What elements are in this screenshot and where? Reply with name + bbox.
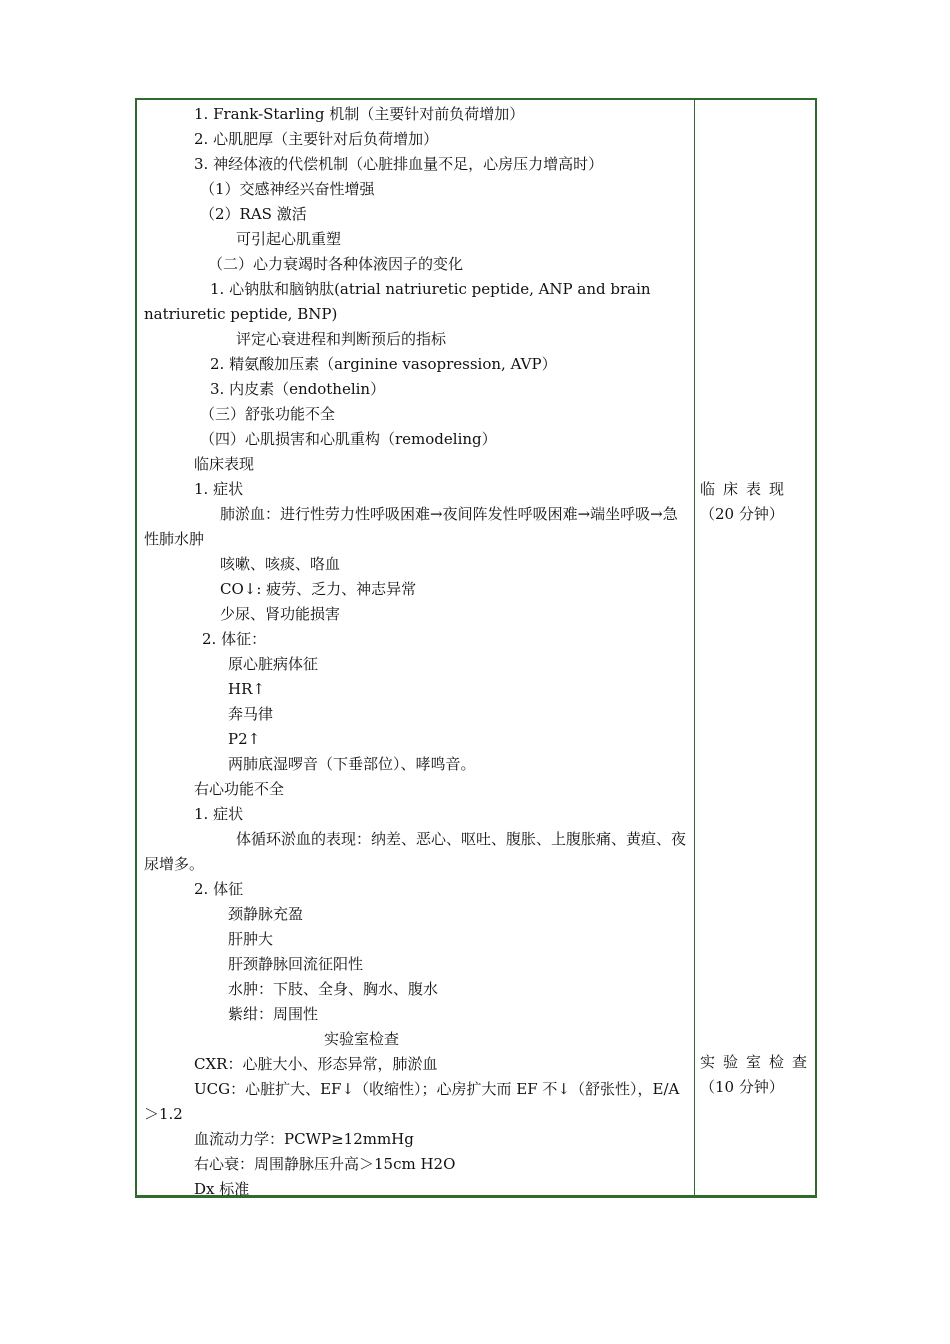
side-note-duration: （20 分钟） [700,505,784,523]
content-line: 肝颈静脉回流征阳性 [228,955,364,973]
content-line: 血流动力学：PCWP≥12mmHg [194,1130,414,1148]
content-line: P2↑ [228,730,261,748]
content-line: 两肺底湿啰音（下垂部位）、哮鸣音。 [228,755,476,773]
side-note-lab [700,1050,816,1100]
content-line: 原心脏病体征 [228,655,319,673]
column-divider [694,98,695,1197]
content-line: HR↑ [228,680,265,698]
content-line: 肝肿大 [228,930,274,948]
content-line: 2. 体征： [202,630,267,648]
content-line: 右心功能不全 [194,780,285,798]
content-line: 1. 心钠肽和脑钠肽(atrial natriuretic peptide, ANP and brain natriuretic peptide, BNP) [144,280,651,323]
content-line: CXR：心脏大小、形态异常，肺淤血 [194,1055,438,1073]
content-line: 3. 神经体液的代偿机制（心脏排血量不足，心房压力增高时） [194,155,604,173]
lecture-content [144,102,690,1202]
content-line: 2. 精氨酸加压素（arginine vasopression, AVP） [210,355,557,373]
content-line: 2. 心肌肥厚（主要针对后负荷增加） [194,130,439,148]
content-line: 水肿：下肢、全身、胸水、腹水 [228,980,439,998]
content-line: 3. 内皮素（endothelin） [210,380,386,398]
content-line: 奔马律 [228,705,274,723]
content-line: 1. 症状 [194,805,244,823]
content-line: CO↓: 疲劳、乏力、神志异常 [220,580,417,598]
content-line: 少尿、肾功能损害 [220,605,341,623]
content-line: UCG：心脏扩大、EF↓（收缩性）；心房扩大而 EF 不↓（舒张性），E/A＞1.2 [144,1080,680,1123]
content-line: 临床表现 [194,455,255,473]
content-line: 紫绀：周围性 [228,1005,319,1023]
side-note-label: 实验室检查 [700,1053,816,1071]
content-line: 评定心衰进程和判断预后的指标 [236,330,447,348]
side-note-clinical [700,477,812,527]
side-note-duration: （10 分钟） [700,1078,784,1096]
content-line: 咳嗽、咳痰、咯血 [220,555,341,573]
content-line: 实验室检查 [324,1030,400,1048]
content-line: （三）舒张功能不全 [200,405,336,423]
content-line: 2. 体征 [194,880,244,898]
content-line: 可引起心肌重塑 [236,230,342,248]
content-line: Dx 标准 [194,1180,250,1198]
content-line: 肺淤血：进行性劳力性呼吸困难→夜间阵发性呼吸困难→端坐呼吸→急性肺水肿 [144,505,678,548]
content-line: 体循环淤血的表现：纳差、恶心、呕吐、腹胀、上腹胀痛、黄疸、夜尿增多。 [144,830,687,873]
content-line: 颈静脉充盈 [228,905,304,923]
content-line: （二）心力衰竭时各种体液因子的变化 [208,255,464,273]
content-line: （2）RAS 激活 [200,205,307,223]
content-line: 1. 症状 [194,480,244,498]
content-line: 1. Frank-Starling 机制（主要针对前负荷增加） [194,105,525,123]
content-line: （四）心肌损害和心肌重构（remodeling） [200,430,497,448]
content-line: 右心衰：周围静脉压升高＞15cm H2O [194,1155,456,1173]
content-line: （1）交感神经兴奋性增强 [200,180,375,198]
side-note-label: 临床表现 [700,480,793,498]
